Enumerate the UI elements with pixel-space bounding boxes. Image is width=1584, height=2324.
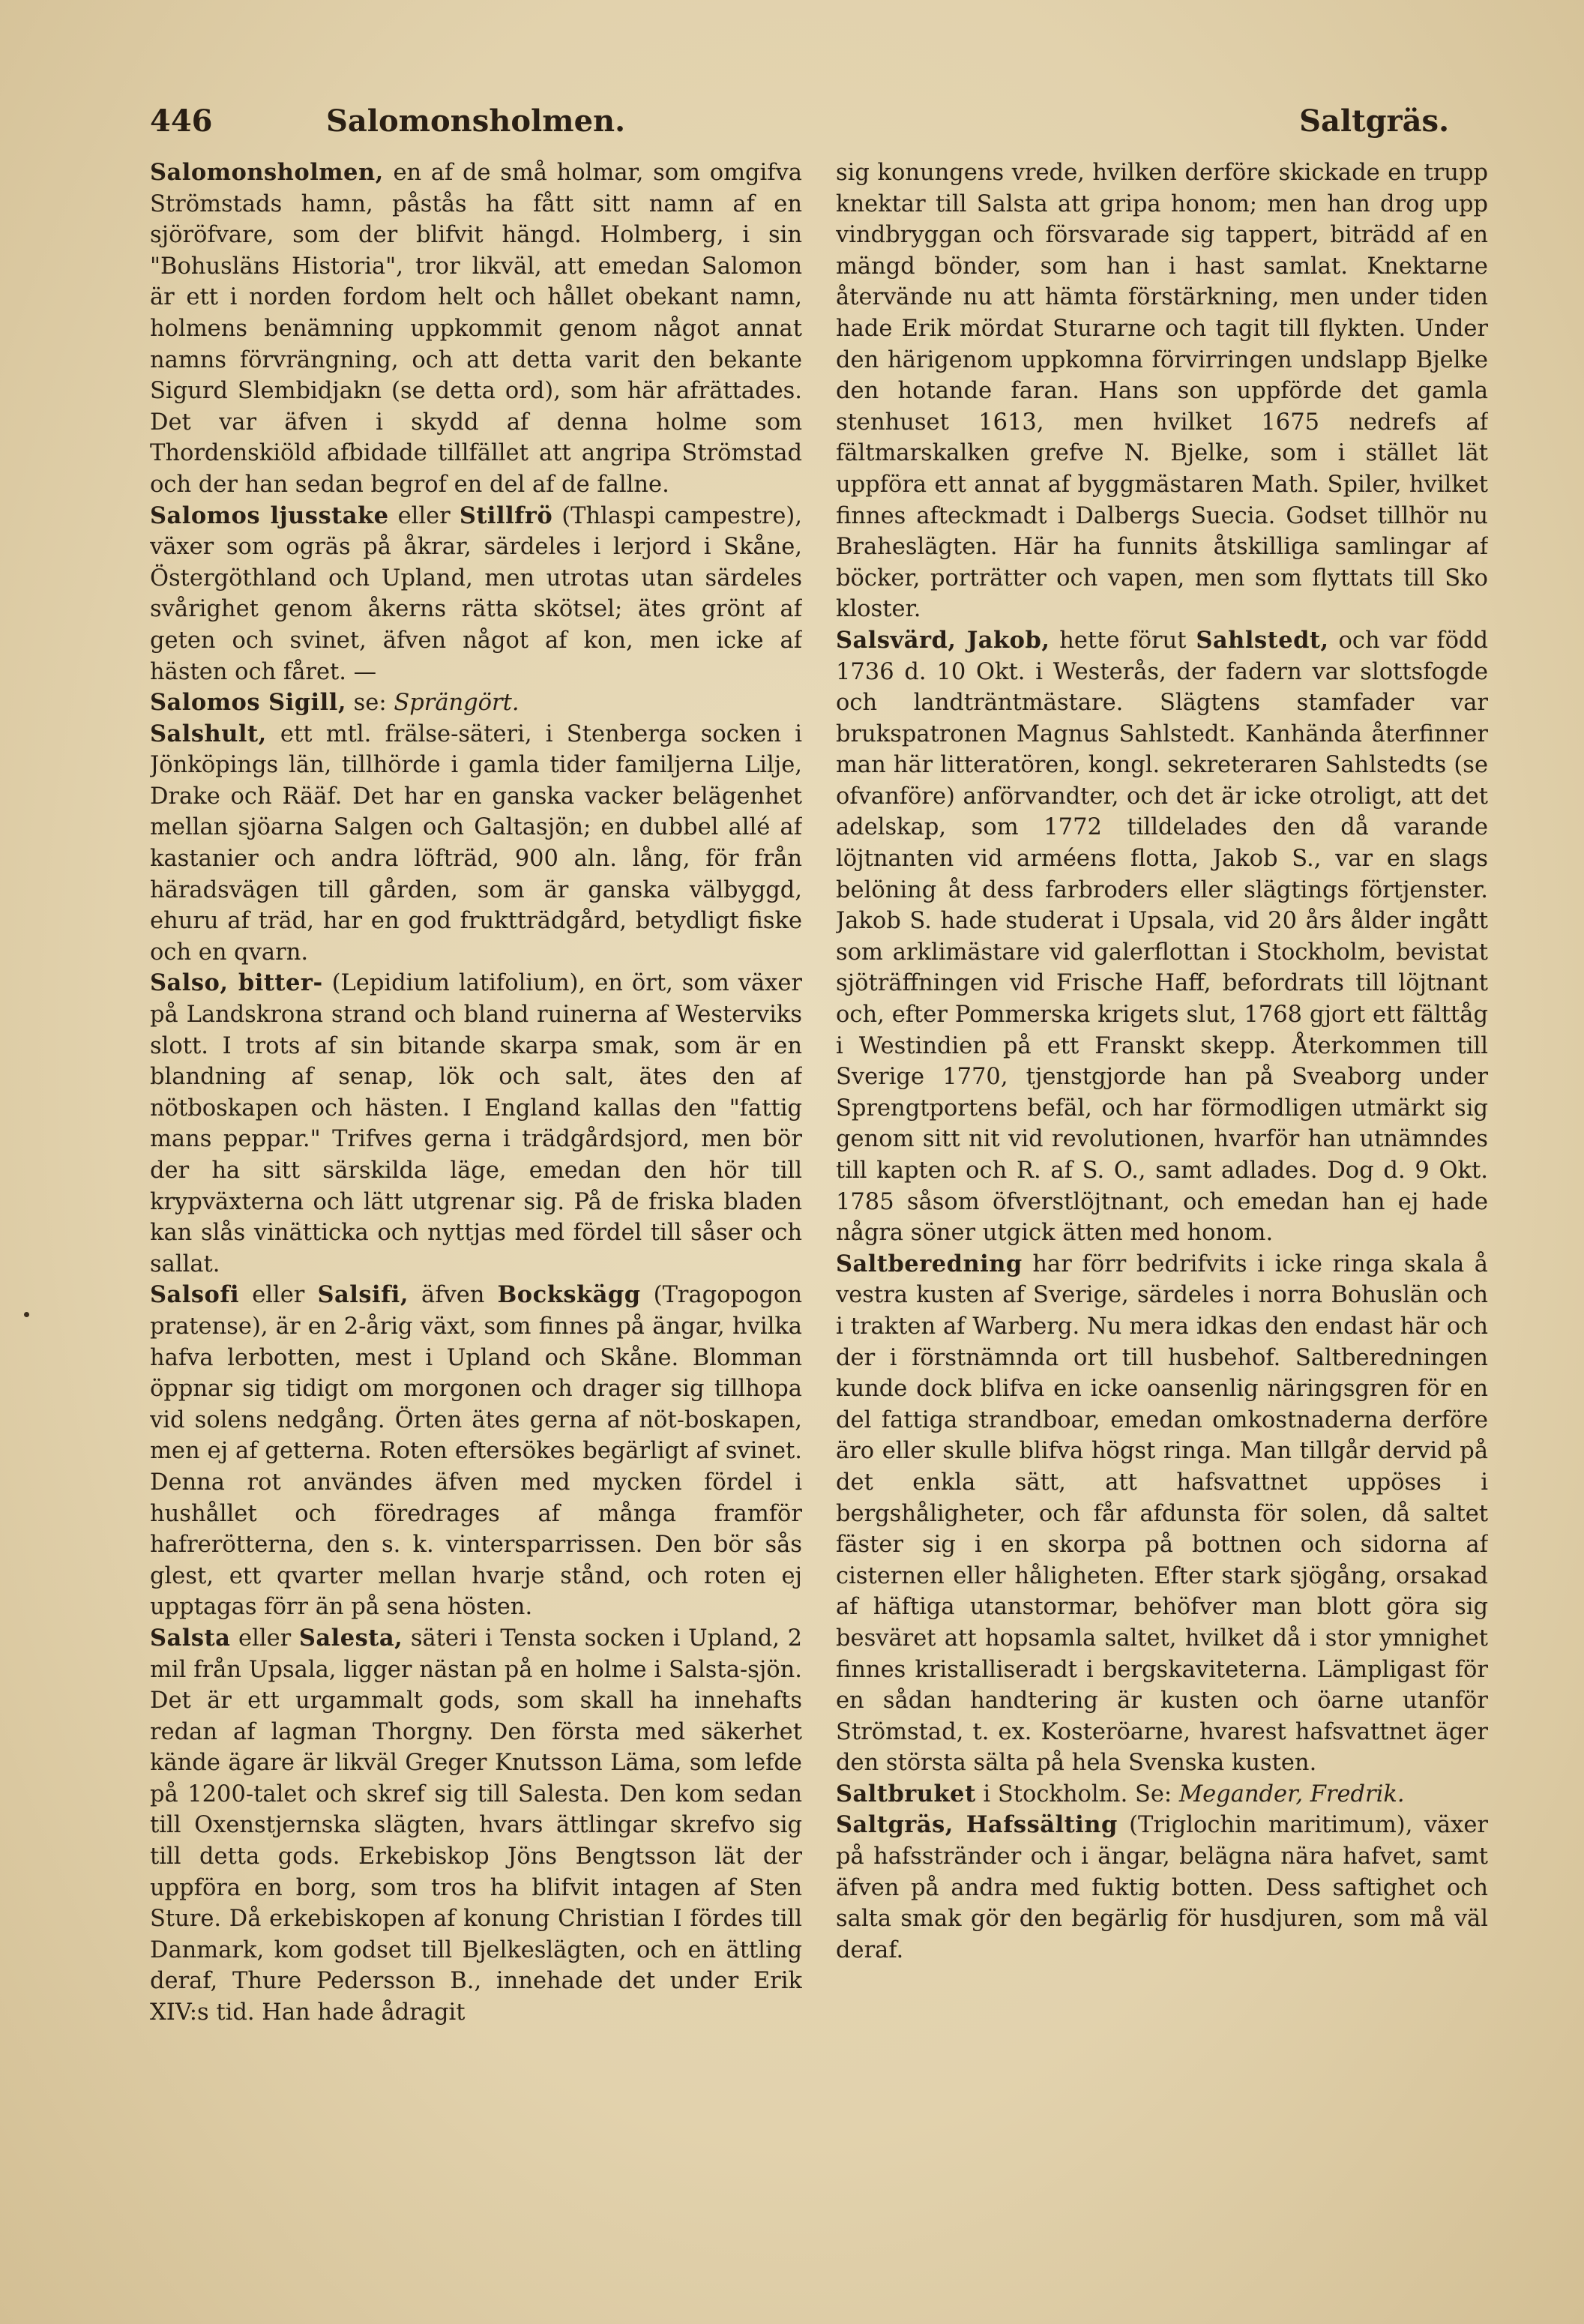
dictionary-entry (836, 625, 1488, 1249)
entry-headword: Salomonsholmen, (150, 159, 384, 186)
entry-text: (Tragopogon pratense), är en 2-årig växt, som finnes på ängar, hvilka hafva lerbotten, mest i Upland och Skåne. Blomman öppnar sig tidigt om morgonen och drager sig tillhopa vid solens nedgång. Örten ätes gerna af nöt-boskapen, men ej af getterna. Roten eftersökes begärligt af svinet. Denna rot användes äfven med mycken fördel i hushållet och föredrages af många framför hafrerötterna, den s. k. vintersparrissen. Den bör sås glest, ett qvarter mellan hvarje stånd, och roten ej upptagas förr än på sena hösten. (150, 1282, 802, 1621)
entry-text: (Thlaspi campestre), växer som ogräs på åkrar, särdeles i lerjord i Skåne, Östergöthland och Upland, men utrotas utan särdeles svårighet genom åkerns rätta skötsel; ätes grönt af geten och svinet, äfven något af kon, men icke af hästen och fåret. — (150, 502, 802, 685)
entry-cross-headword: Sahlstedt, (1196, 626, 1329, 654)
dictionary-entry (836, 1810, 1488, 1966)
entry-headword: Saltgräs, Hafssälting (836, 1811, 1118, 1839)
entry-text: eller (230, 1625, 299, 1652)
dictionary-entry (150, 719, 802, 969)
entry-headword: Salomos ljusstake (150, 502, 389, 529)
dictionary-entry (150, 968, 802, 1280)
entry-text: (Triglochin maritimum), växer på hafsstränder och i ängar, belägna nära hafvet, samt äfven på andra med fuktig botten. Dess saftighet och salta smak gör den begärlig för husdjuren, som må väl deraf. (836, 1812, 1488, 1963)
entry-text: eller (388, 502, 460, 529)
entry-headword: Saltbruket (836, 1780, 976, 1807)
entry-text: hette förut (1050, 627, 1196, 654)
entry-reference: Megander, Fredrik. (1178, 1780, 1405, 1807)
entry-headword: Salomos Sigill, (150, 689, 346, 717)
right-column (836, 157, 1488, 2272)
left-running-title: Salomonsholmen. (326, 103, 626, 139)
dictionary-entry (150, 1280, 802, 1623)
entry-text: eller (239, 1282, 318, 1309)
entry-text: har förr bedrifvits i icke ringa skala å vestra kusten af Sverige, särdeles i norra Bohuslän och i trakten af Warberg. Nu mera idkas den endast här och der i förstnämnda ort till husbehof. Saltberedningen kunde dock blifva en icke oansenlig näringsgren för en del fattiga strandboar, emedan omkostnaderna derföre äro eller skulle blifva högst ringa. Man tillgår dervid på det enkla sätt, att hafsvattnet uppöses i bergshåligheter, och får afdunsta för solen, då saltet fäster sig i en skorpa på bottnen och sidorna af cisternen eller håligheten. Efter stark sjögång, orsakad af häftiga utanstormar, behöfver man blott göra sig besväret att hopsamla saltet, hvilket då i stor ymnighet finnes kristalliseradt i bergskaviteterna. Lämpligast för en sådan handtering är kusten och öarne utanför Strömstad, t. ex. Kosteröarne, hvarest hafsvattnet äger den största sälta på hela Svenska kusten. (836, 1250, 1488, 1777)
dictionary-entry (150, 687, 802, 719)
entry-text: ett mtl. frälse-säteri, i Stenberga socken i Jönköpings län, tillhörde i gamla tider familjerna Lilje, Drake och Rääf. Det har en ganska vacker belägenhet mellan sjöarna Salgen och Galtasjön; en dubbel allé af kastanier och andra löfträd, 900 aln. lång, för från häradsvägen till gården, som är ganska välbyggd, ehuru af träd, har en god fruktträdgård, betydligt fiske och en qvarn. (150, 720, 802, 966)
dictionary-entry (150, 501, 802, 688)
entry-text: sig konungens vrede, hvilken derföre skickade en trupp knektar till Salsta att gripa honom; men han drog upp vindbryggan och försvarade sig tappert, biträdd af en mängd bönder, som han i hast samlat. Knektarne återvände nu att hämta förstärkning, men under tiden hade Erik mördat Sturarne och tagit till flykten. Under den härigenom uppkomna förvirringen undslapp Bjelke den hotande faran. Hans son uppförde det gamla stenhuset 1613, men hvilket 1675 nedrefs af fältmarskalken grefve N. Bjelke, som i stället lät uppföra ett annat af byggmästaren Math. Spiler, hvilket finnes afteckmadt i Dalbergs Suecia. Godset tillhör nu Braheslägten. Här ha funnits åtskilliga samlingar af böcker, porträtter och vapen, men som flyttats till Sko kloster. (836, 160, 1488, 623)
entry-cross-headword: Bockskägg (497, 1281, 641, 1309)
entry-cross-headword: Salesta, (298, 1624, 403, 1652)
dictionary-entry (836, 1779, 1488, 1810)
entry-text: äfven (408, 1282, 498, 1309)
entry-text: säteri i Tensta socken i Upland, 2 mil från Upsala, ligger nästan på en holme i Salsta-sjön. Det är ett urgammalt gods, som skall ha innehafts redan af lagman Thorgny. Den första med säkerhet kände ägare är likväl Greger Knutsson Läma, som lefde på 1200-talet och skref sig till Salesta. Den kom sedan till Oxenstjernska slägten, hvars ättlingar skrefvo sig till detta gods. Erkebiskop Jöns Bengtsson lät der uppföra en borg, som tros ha blifvit intagen af Sten Sture. Då erkebiskopen af konung Christian I fördes till Danmark, kom godset till Bjelkeslägten, och en ättling deraf, Thure Pedersson B., innehade det under Erik XIV:s tid. Han hade ådragit (150, 1625, 802, 2026)
entry-text: se: (346, 690, 394, 717)
entry-headword: Salsta (150, 1624, 231, 1652)
left-column (150, 157, 802, 2272)
entry-headword: Salsvärd, Jakob, (836, 626, 1050, 654)
entry-headword: Salsofi (150, 1281, 240, 1309)
running-head (150, 103, 1449, 148)
page-number: 446 (150, 103, 213, 139)
entry-cross-headword: Salsifi, (317, 1281, 409, 1309)
dictionary-entry (150, 157, 802, 501)
entry-text: (Lepidium latifolium), en ört, som växer på Landskrona strand och bland ruinerna af Westerviks slott. I trots af sin bitande skarpa smak, som är en blandning af senap, lök och salt, ätes den af nötboskapen och hästen. I England kallas den "fattig mans peppar." Trifves gerna i trädgårdsjord, men bör der ha sitt särskilda läge, emedan den hör till krypväxterna och lätt utgrenar sig. På de friska bladen kan slås vinätticka och nyttjas med fördel till såser och sallat. (150, 970, 802, 1277)
entry-text: och var född 1736 d. 10 Okt. i Westerås, der fadern var slottsfogde och landträntmästare. Slägtens stamfader var brukspatronen Magnus Sahlstedt. Kanhända återfinner man här litteratören, kongl. sekreteraren Sahlstedts (se ofvanföre) anförvandter, och det är icke otroligt, att det adelskap, som 1772 tilldelades den då varande löjtnanten vid arméens flotta, Jakob S., var en slags belöning åt dess farbroders eller slägtings förtjenster. Jakob S. hade studerat i Upsala, vid 20 års ålder ingått som arklimästare vid galerflottan i Stockholm, bevistat sjöträffningen vid Frische Haff, befordrats till löjtnant och, efter Pommerska krigets slut, 1768 gjort ett fälttåg i Westindien på ett Franskt skepp. Återkommen till Sverige 1770, tjenstgjorde han på Sveaborg under Sprengtportens befäl, och har förmodligen utmärkt sig genom sitt nit vid revolutionen, hvarför han utnämndes till kapten och R. af S. O., samt adlades. Dog d. 9 Okt. 1785 såsom öfverstlöjtnant, och emedan han ej hade några söner utgick ätten med honom. (836, 627, 1488, 1247)
entry-reference: Sprängört. (394, 690, 520, 717)
entry-headword: Salshult, (150, 720, 267, 747)
entry-cross-headword: Stillfrö (459, 502, 553, 529)
dictionary-entry (836, 1249, 1488, 1779)
entry-text: en af de små holmar, som omgifva Strömstads hamn, påstås ha fått sitt namn af en sjöröfvare, som der blifvit hängd. Holmberg, i sin "Bohusläns Historia", tror likväl, att emedan Salomon är ett i norden fordom helt och hållet obekant namn, holmens benämning uppkommit genom något annat namns förvrängning, och att detta varit den bekante Sigurd Slembidjakn (se detta ord), som här afrättades. Det var äfven i skydd af denna holme som Thordenskiöld afbidade tillfället att angripa Strömstad och der han sedan begrof en del af de fallne. (150, 160, 802, 498)
entry-headword: Saltberedning (836, 1250, 1023, 1277)
entry-headword: Salso, bitter- (150, 969, 323, 997)
right-running-title: Saltgräs. (1299, 103, 1449, 139)
entry-text: i Stockholm. Se: (975, 1780, 1179, 1807)
dictionary-entry (150, 1623, 802, 2029)
dictionary-entry (836, 157, 1488, 625)
ink-spot (24, 1312, 29, 1317)
